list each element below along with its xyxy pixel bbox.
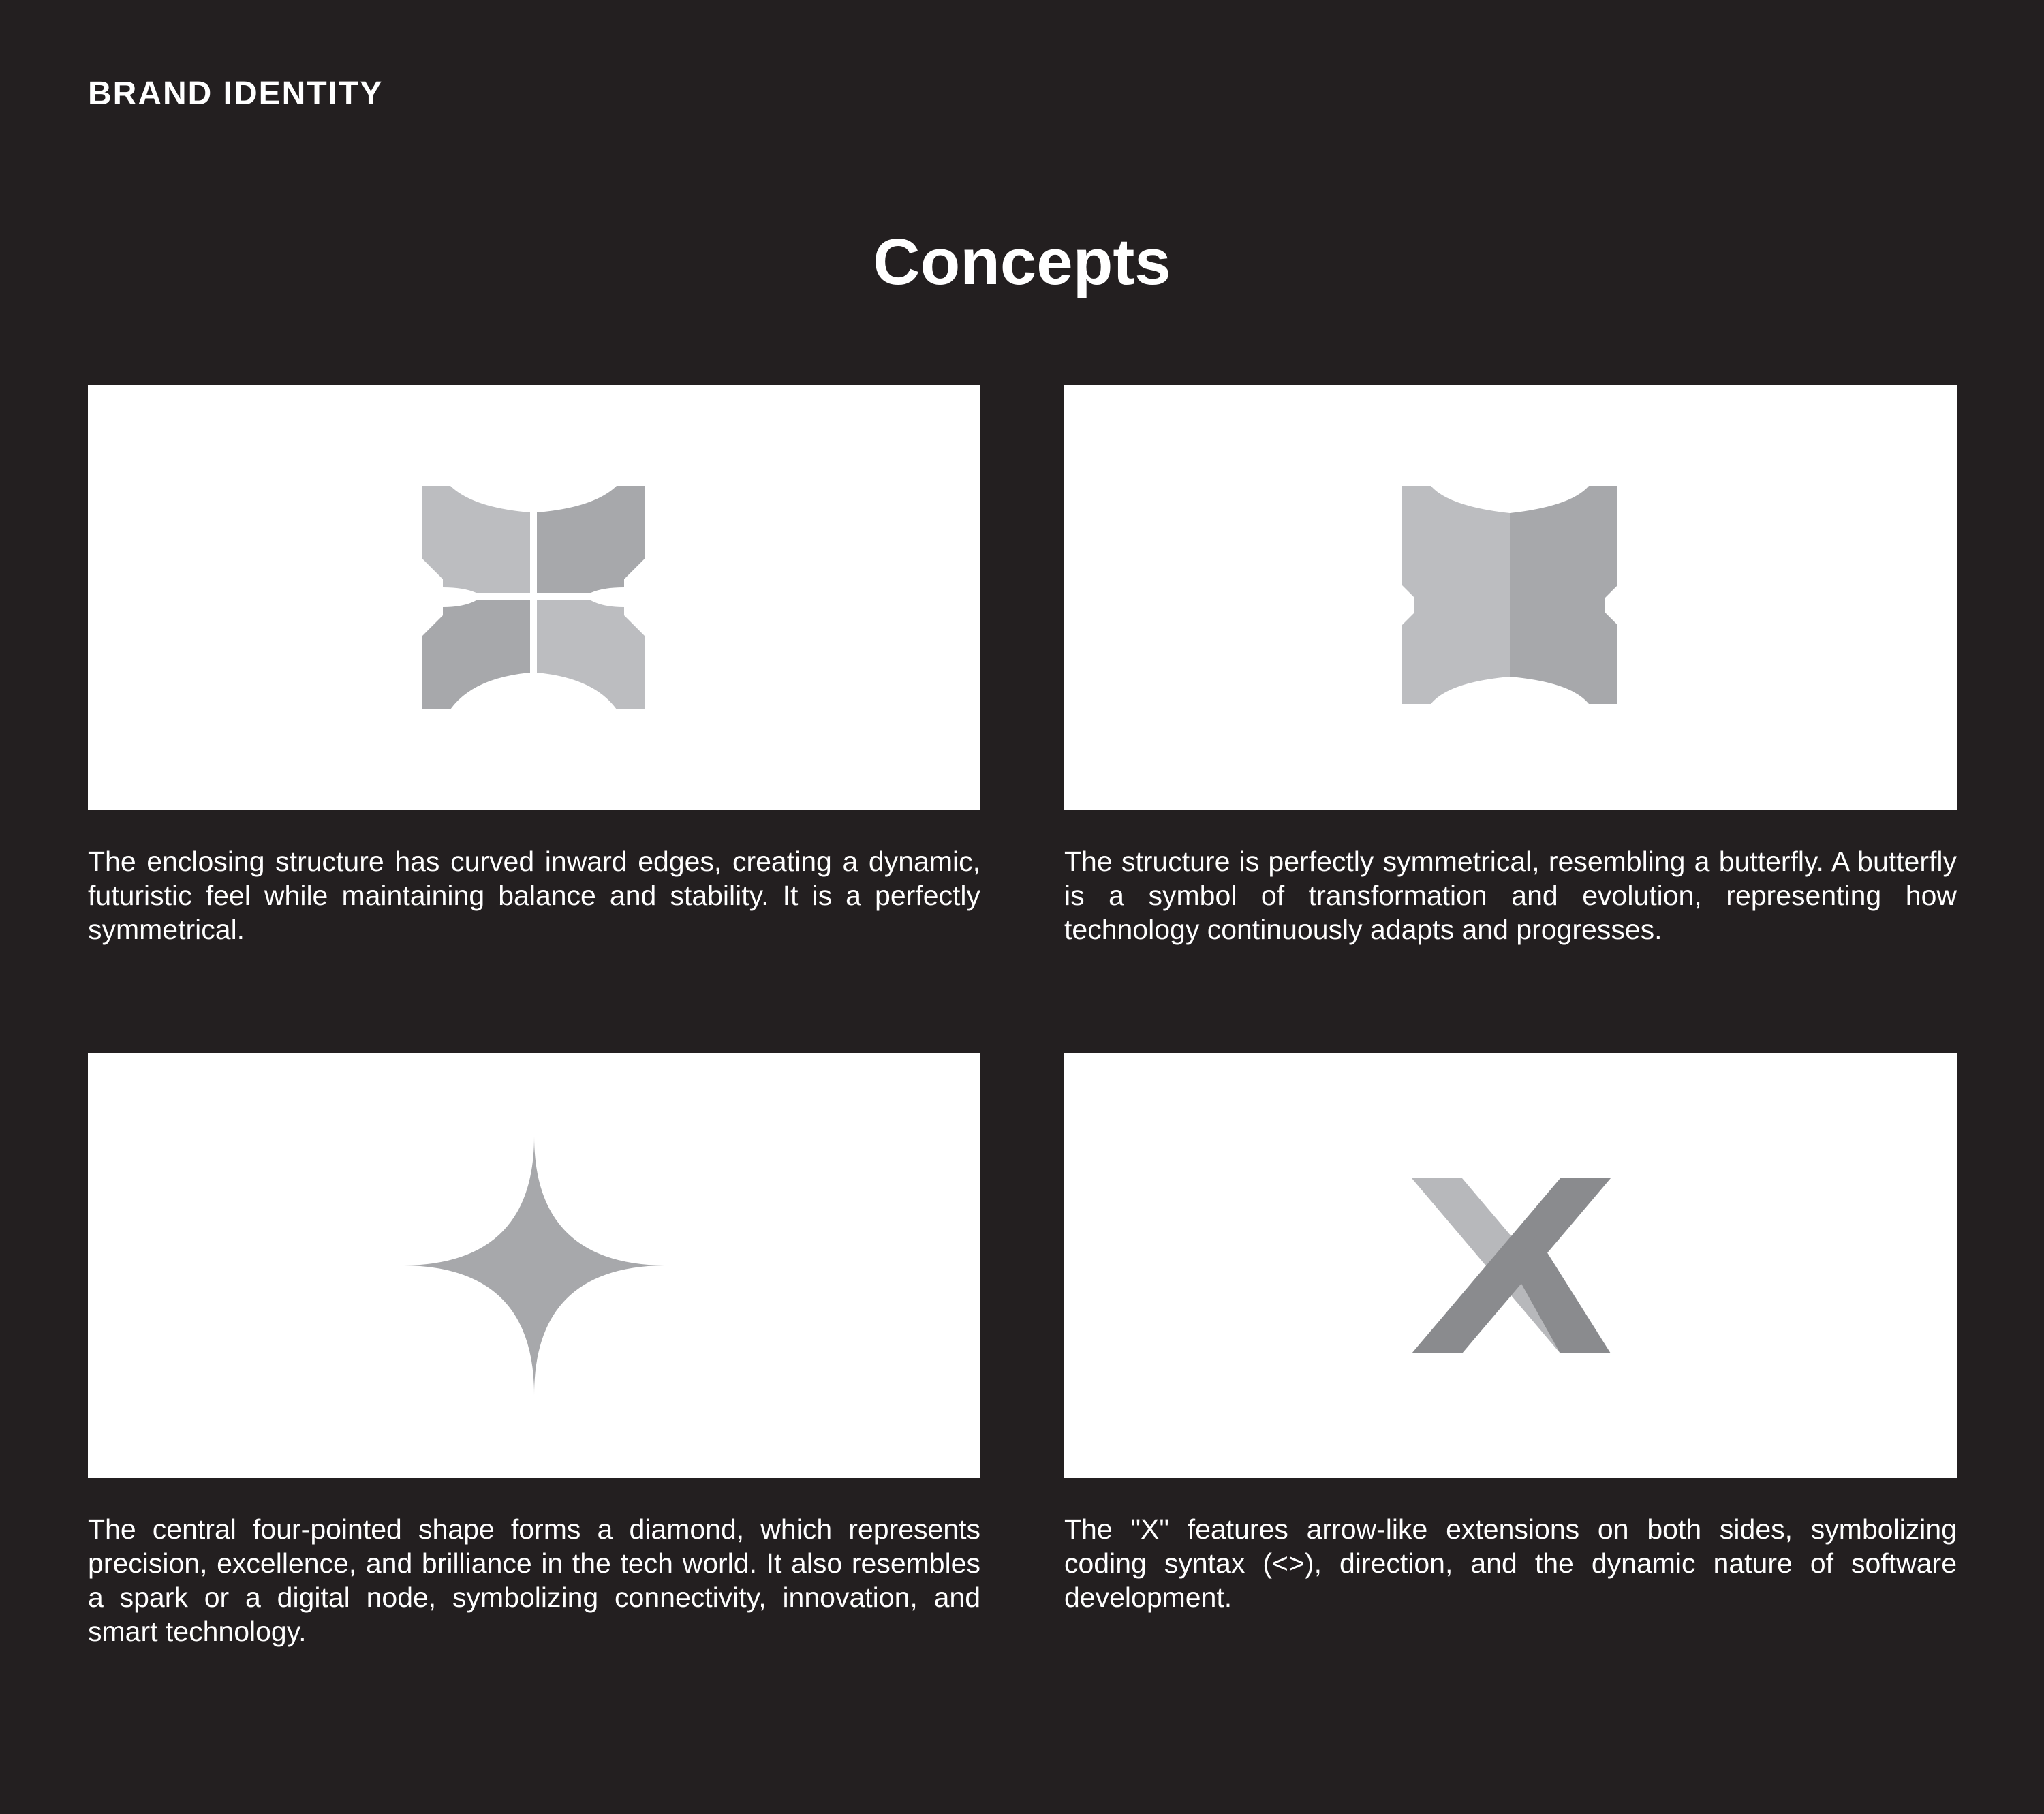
- logo-piece-top-right: [537, 486, 645, 593]
- brand-identity-label: BRAND IDENTITY: [88, 76, 384, 112]
- butterfly-logo-icon: [1064, 385, 1957, 810]
- butterfly-left-wing: [1402, 486, 1510, 704]
- concept-panel-2: [1064, 385, 1957, 810]
- logo-piece-top-left: [422, 486, 530, 593]
- concept-panel-4: [1064, 1053, 1957, 1478]
- concept-description-4: The "X" features arrow-like extensions on both sides, symbolizing coding syntax (<>), direction, and the dynamic nature of software development.: [1064, 1513, 1957, 1613]
- concept-description-1: The enclosing structure has curved inward edges, creating a dynamic, futuristic feel while maintaining balance and stability. It is a perfectly symmetrical.: [88, 846, 980, 945]
- four-pointed-star-icon: [88, 1053, 980, 1478]
- page-title: Concepts: [873, 226, 1171, 298]
- star-shape: [404, 1136, 664, 1395]
- concept-description-3: The central four-pointed shape forms a diamond, which represents precision, excellence, and brilliance in the tech world. It also resembles a spark or a digital node, symbolizing connectivity, innovation, and smart technology.: [88, 1513, 980, 1647]
- four-piece-logo-icon: [88, 385, 980, 810]
- logo-piece-bottom-right: [537, 600, 645, 709]
- concept-panel-1: [88, 385, 980, 810]
- butterfly-right-wing: [1510, 486, 1617, 704]
- concept-description-2: The structure is perfectly symmetrical, resembling a butterfly. A butterfly is a symbol of transformation and evolution, representing how technology continuously adapts and progresses.: [1064, 846, 1957, 945]
- logo-piece-bottom-left: [422, 600, 530, 709]
- x-letter-icon: [1064, 1053, 1957, 1478]
- concept-panel-3: [88, 1053, 980, 1478]
